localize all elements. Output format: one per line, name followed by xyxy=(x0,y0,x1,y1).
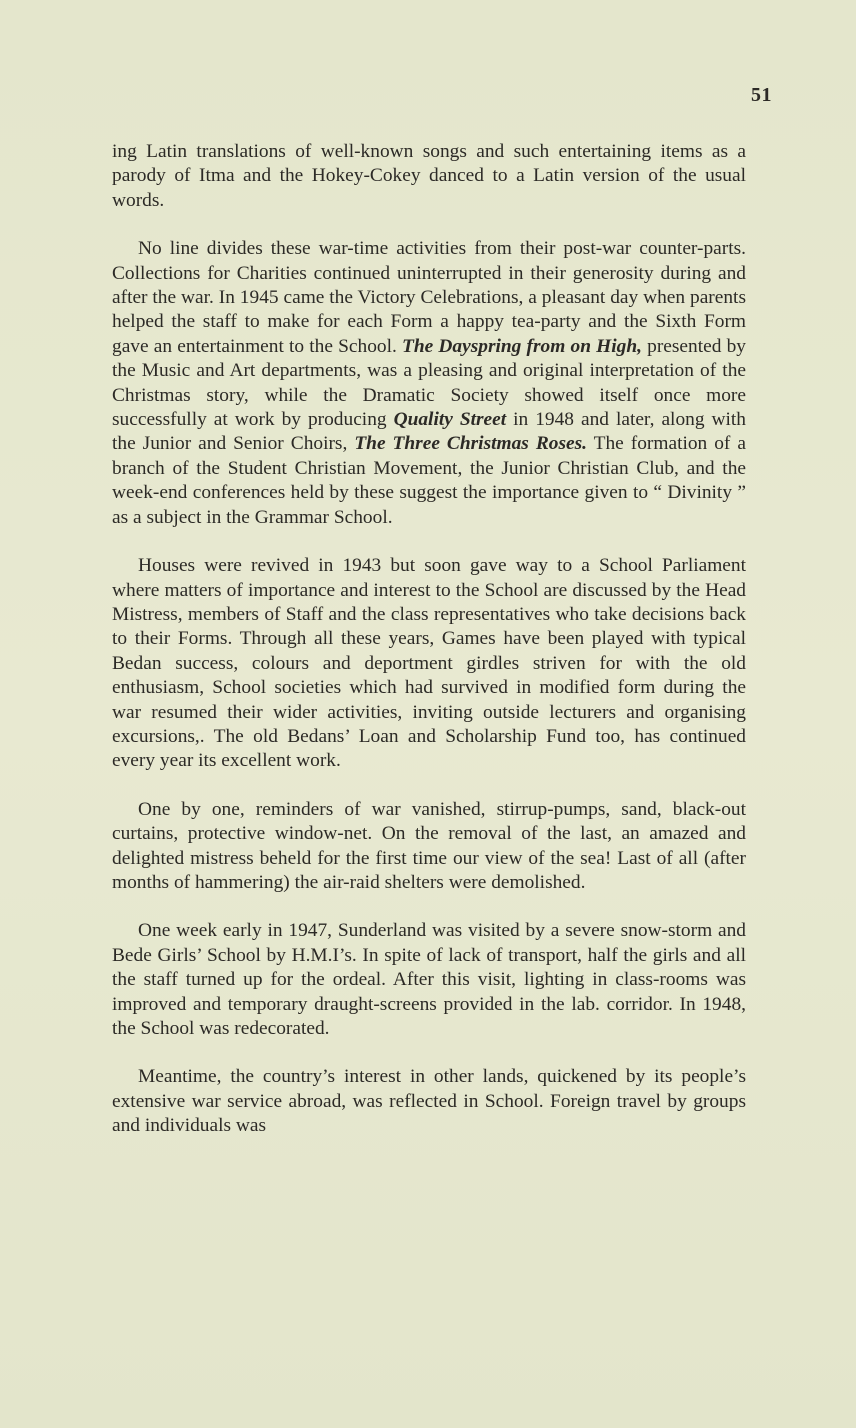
paragraph-4 xyxy=(112,798,746,896)
paragraph-5 xyxy=(112,919,746,1041)
paragraph-2 xyxy=(112,237,746,530)
page-number: 51 xyxy=(751,84,772,106)
paragraph-6 xyxy=(112,1065,746,1138)
text-segment: One by one, reminders of war vanished, stirrup-pumps, sand, black-out curtains, protective window-net. On the removal of the last, an amazed and delighted mistress beheld for the first time our view of the sea! Last of all (after months of hammering) the air-raid shelters were demolished. xyxy=(112,798,746,893)
text-segment: in 1948 and later, along with the Junior and Senior Choirs, xyxy=(112,409,746,455)
text-segment: The formation of a branch of the Student Christian Movement, the Junior Christian Club, and the week-end conferences held by these suggest the importance given to “ Divinity ” as a subject in the Grammar School. xyxy=(112,433,746,528)
text-segment: One week early in 1947, Sunderland was visited by a severe snow-storm and Bede Girls’ School by H.M.I’s. In spite of lack of transport, half the girls and all the staff turned up for the ordeal. After this visit, lighting in class-rooms was improved and temporary draught-screens provided in the lab. corridor. In 1948, the School was redecorated. xyxy=(112,920,746,1039)
text-segment: Meantime, the country’s interest in other lands, quickened by its people’s extensive war service abroad, was reflected in School. Foreign travel by groups and individuals was xyxy=(112,1066,746,1137)
title-dayspring: The Dayspring from on High, xyxy=(402,335,642,357)
paragraph-3 xyxy=(112,554,746,774)
text-segment: Houses were revived in 1943 but soon gave way to a School Parliament where matters of importance and interest to the School are discussed by the Head Mistress, members of Staff and the class representatives who take decisions back to their Forms. Through all these years, Games have been played with typical Bedan success, colours and deportment girdles striven for with the old enthusiasm, School societies which had survived in modified form during the war resumed their wider activities, inviting outside lecturers and organising excursions,. The old Bedans’ Loan and Scholarship Fund too, has continued every year its excellent work. xyxy=(112,555,746,772)
text-segment: ing Latin translations of well-known songs and such entertaining items as a parody of Itma and the Hokey-Cokey danced to a Latin version of the usual words. xyxy=(112,141,746,211)
text-segment: presented by the Music and Art departments, was a pleasing and original interpretation of the Christmas story, while the Dramatic Society showed itself once more successfully at work by producing xyxy=(112,335,746,431)
title-three-christmas-roses: The Three Christmas Roses. xyxy=(354,433,587,455)
title-quality-street: Quality Street xyxy=(393,409,507,431)
paragraph-1 xyxy=(112,140,746,213)
text-segment: No line divides these war-time activities from their post-war counter-parts. Collections for Charities continued uninterrupted in their generosity during and after the war. In 1945 came the Victory Celebrations, a pleasant day when parents helped the staff to make for each Form a happy tea-party and the Sixth Form gave an entertainment to the School. xyxy=(112,238,746,357)
body-text xyxy=(112,140,746,1139)
